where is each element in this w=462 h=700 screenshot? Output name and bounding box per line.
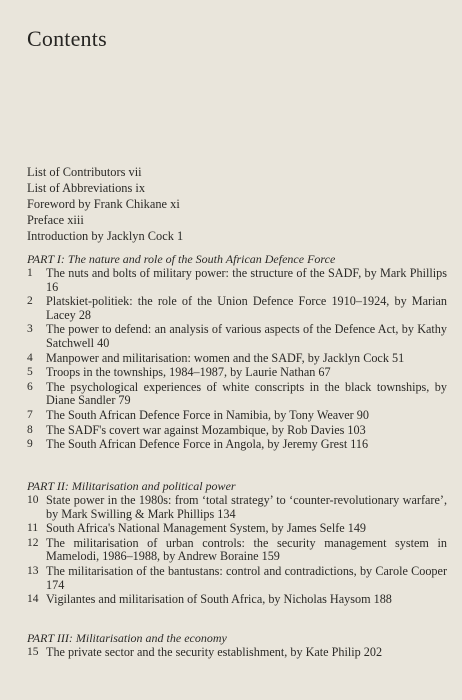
chapter-number: 1: [27, 267, 33, 279]
front-matter-item: Introduction by Jacklyn Cock 1: [27, 229, 184, 243]
chapter-number: 13: [27, 564, 39, 577]
front-matter-item: Foreword by Frank Chikane xi: [27, 197, 180, 211]
chapter-text: The power to defend: an analysis of various aspects of the Defence Act, by Kathy Satchwell 40: [46, 322, 447, 350]
chapter-entry: [27, 593, 447, 607]
chapter-text: South Africa's National Management System, by James Selfe 149: [46, 521, 367, 536]
chapter-number: 14: [27, 593, 39, 606]
chapter-text: Platskiet-politiek: the role of the Union Defence Force 1910–1924, by Marian Lacey 28: [46, 294, 447, 322]
chapter-entry: [27, 352, 447, 366]
chapter-entry: [27, 494, 447, 521]
front-matter-item: Preface xiii: [27, 213, 84, 227]
part-title: PART I: The nature and role of the South African Defence Force: [27, 252, 336, 266]
chapter-entry: [27, 295, 447, 322]
chapter-text: Vigilantes and militarisation of South Africa, by Nicholas Haysom 188: [46, 592, 392, 607]
chapter-number: 6: [27, 380, 33, 393]
chapter-number: 3: [27, 323, 33, 336]
front-matter-item: List of Abbreviations ix: [27, 181, 146, 195]
chapter-entry: [27, 267, 447, 294]
chapter-text: The South African Defence Force in Namibia, by Tony Weaver 90: [46, 407, 369, 422]
chapter-text: Troops in the townships, 1984–1987, by Laurie Nathan 67: [46, 365, 331, 380]
chapter-text: The militarisation of urban controls: the security management system in Mamelodi, 1986–1988, by Andrew Boraine 159: [46, 535, 447, 564]
chapter-text: The private sector and the security establishment, by Kate Philip 202: [46, 645, 383, 659]
chapter-text: The psychological experiences of white conscripts in the black townships, by Diane Sandler 79: [46, 379, 447, 408]
page-title: Contents: [27, 26, 107, 51]
front-matter-list: [27, 164, 183, 244]
chapter-text: The militarisation of the bantustans: control and contradictions, by Carole Cooper 174: [46, 563, 447, 592]
chapter-entry: [27, 565, 447, 592]
chapter-entry: [27, 409, 447, 423]
part-title: PART III: Militarisation and the economy: [27, 631, 227, 645]
chapter-entry: [27, 537, 447, 564]
chapter-entry: [27, 646, 447, 660]
chapter-entry: [27, 438, 447, 452]
chapter-entry: [27, 323, 447, 350]
front-matter-item: List of Contributors vii: [27, 165, 142, 179]
chapter-text: The South African Defence Force in Angola, by Jeremy Grest 116: [46, 437, 369, 452]
chapter-entry: [27, 424, 447, 438]
chapter-number: 8: [27, 423, 33, 436]
chapter-entry: [27, 522, 447, 536]
chapter-text: State power in the 1980s: from ‘total strategy’ to ‘counter-revolutionary warfare’, by Mark Swilling & Mark Phillips 134: [46, 493, 447, 521]
chapter-text: The SADF's covert war against Mozambique, by Rob Davies 103: [46, 422, 366, 437]
chapter-number: 4: [27, 351, 33, 364]
chapter-text: The nuts and bolts of military power: the structure of the SADF, by Mark Phillips 16: [46, 266, 447, 294]
part-2-section: [27, 479, 447, 607]
part-1-section: [27, 252, 447, 452]
chapter-entry: [27, 366, 447, 380]
chapter-number: 10: [27, 494, 39, 506]
part-title: PART II: Militarisation and political power: [27, 479, 236, 493]
chapter-number: 7: [27, 408, 33, 421]
chapter-number: 2: [27, 295, 33, 308]
chapter-entry: [27, 381, 447, 408]
chapter-number: 5: [27, 366, 33, 379]
chapter-number: 15: [27, 646, 39, 658]
chapter-number: 9: [27, 438, 33, 451]
part-3-section: [27, 631, 447, 660]
chapter-text: Manpower and militarisation: women and the SADF, by Jacklyn Cock 51: [46, 350, 405, 365]
chapter-number: 11: [27, 522, 39, 535]
chapter-number: 12: [27, 536, 39, 549]
